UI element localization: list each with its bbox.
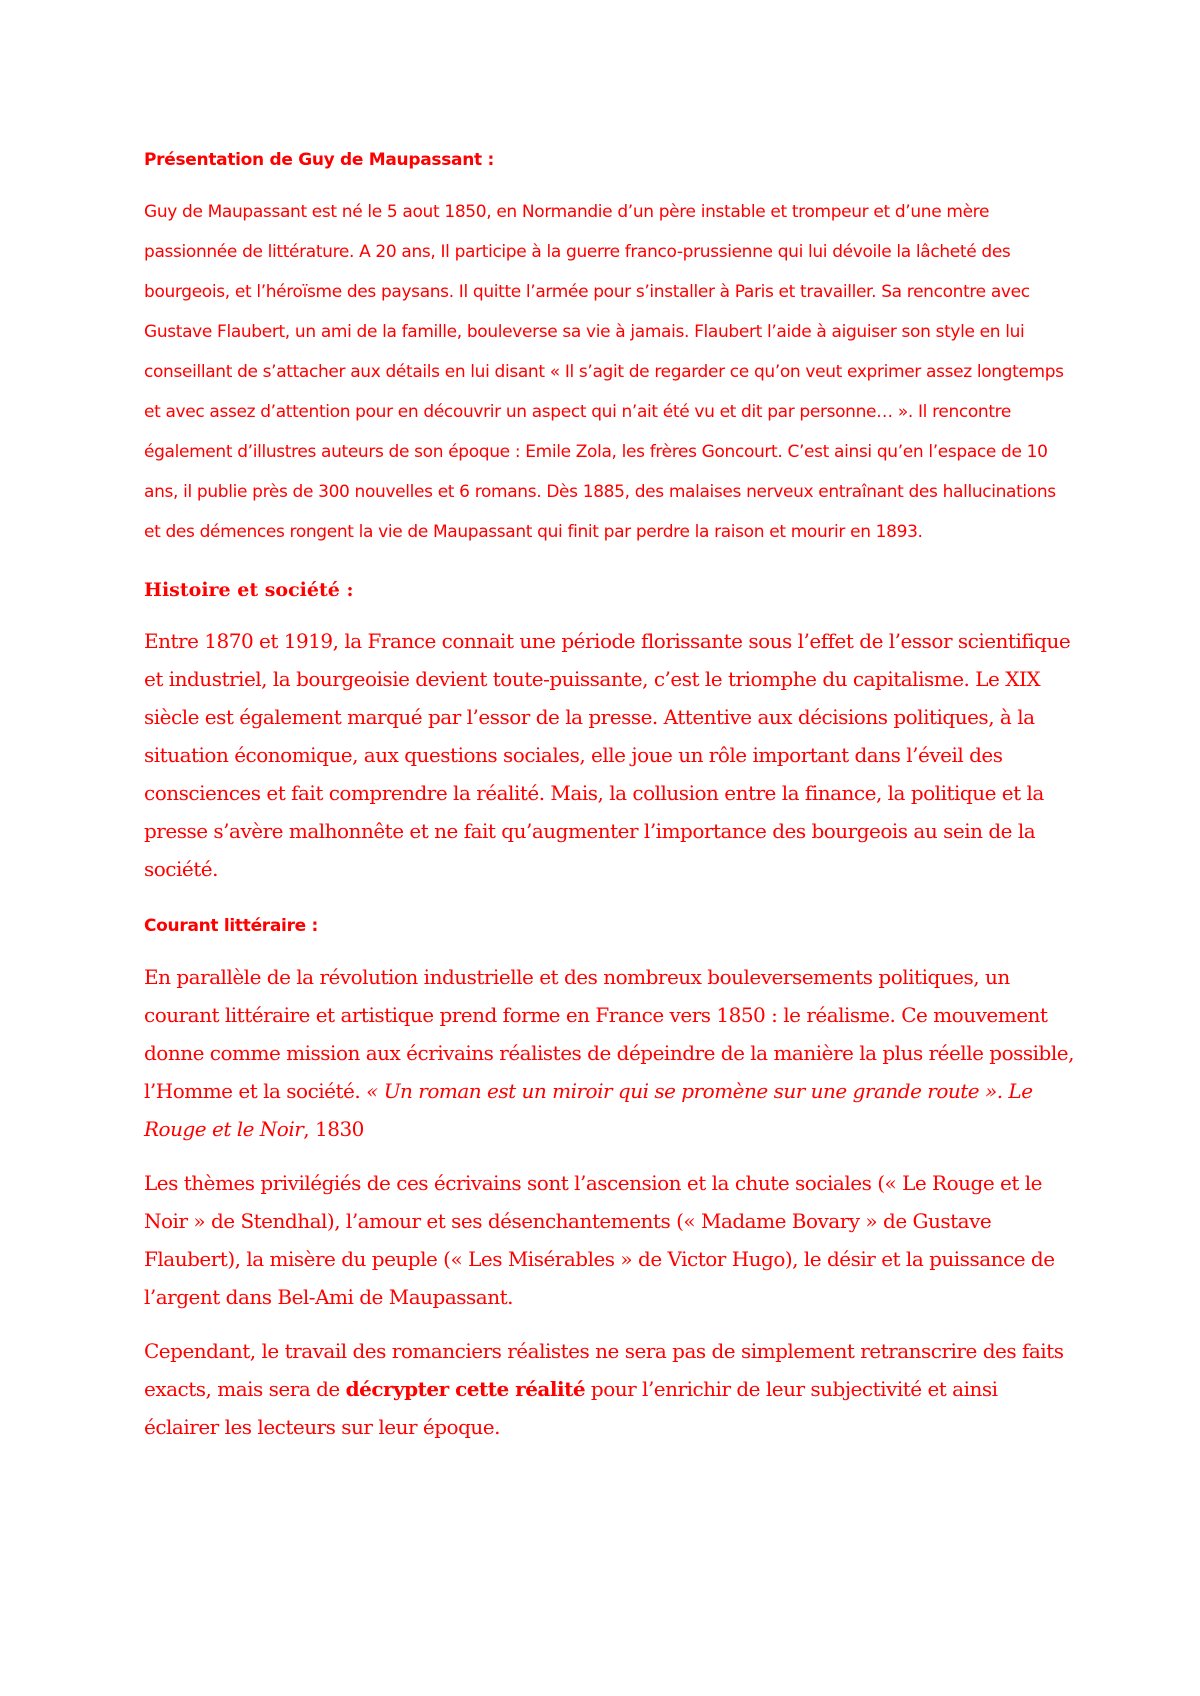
document-content xyxy=(144,140,1074,1446)
conclusion-text-before: Cependant, le travail des romanciers réalistes ne sera pas de simplement retranscrire des faits exacts, mais sera de xyxy=(144,1339,1064,1401)
conclusion-emphasis: décrypter cette réalité xyxy=(345,1377,586,1401)
spacer xyxy=(144,888,1074,906)
spacer xyxy=(144,1148,1074,1164)
spacer xyxy=(144,180,1074,192)
heading-courant: Courant littéraire : xyxy=(144,916,319,936)
quote-year: , 1830 xyxy=(303,1117,364,1141)
conclusion-text-after: pour l’enrichir de leur subjectivité et ainsi éclairer les lecteurs sur leur époque. xyxy=(144,1377,998,1439)
stendhal-quote: « Un roman est un miroir qui se promène sur une grande route ». Le Rouge et le Noir xyxy=(144,1079,1033,1141)
paragraph-presentation: Guy de Maupassant est né le 5 aout 1850, en Normandie d’un père instable et trompeur et d’une mère passionnée de littérature. A 20 ans, Il participe à la guerre franco-prussienne qui lui dévoile la lâcheté des bourgeois, et l’héroïsme des paysans. Il quitte l’armée pour s’installer à Paris et travailler. Sa rencontre avec Gustave Flaubert, un ami de la famille, bouleverse sa vie à jamais. Flaubert l’aide à aiguiser son style en lui conseillant de s’attacher aux détails en lui disant « Il s’agit de regarder ce qu’on veut exprimer assez longtemps et avec assez d’attention pour en découvrir un aspect qui n’ait été vu et dit par personne… ». Il rencontre également d’illustres auteurs de son époque : Emile Zola, les frères Goncourt. C’est ainsi qu’en l’espace de 10 ans, il publie près de 300 nouvelles et 6 romans. Dès 1885, des malaises nerveux entraînant des hallucinations et des démences rongent la vie de Maupassant qui finit par perdre la raison et mourir en 1893. xyxy=(144,202,1064,542)
spacer xyxy=(144,1316,1074,1332)
paragraph-courant-themes: Les thèmes privilégiés de ces écrivains sont l’ascension et la chute sociales (« Le Rouge et le Noir » de Stendhal), l’amour et ses désenchantements (« Madame Bovary » de Gustave Flaubert), la misère du peuple (« Les Misérables » de Victor Hugo), le désir et la puissance de l’argent dans Bel-Ami de Maupassant. xyxy=(144,1171,1055,1309)
paragraph-histoire: Entre 1870 et 1919, la France connait une période florissante sous l’effet de l’essor scientifique et industriel, la bourgeoisie devient toute-puissante, c’est le triomphe du capitalisme. Le XIX siècle est également marqué par l’essor de la presse. Attentive aux décisions politiques, à la situation économique, aux questions sociales, elle joue un rôle important dans l’éveil des consciences et fait comprendre la réalité. Mais, la collusion entre la finance, la politique et la presse s’avère malhonnête et ne fait qu’augmenter l’importance des bourgeois au sein de la société. xyxy=(144,629,1071,881)
spacer xyxy=(144,552,1074,570)
heading-histoire: Histoire et société : xyxy=(144,579,354,601)
heading-presentation: Présentation de Guy de Maupassant : xyxy=(144,150,494,170)
spacer xyxy=(144,946,1074,958)
paragraph-courant-conclusion xyxy=(144,1332,1074,1446)
spacer xyxy=(144,610,1074,622)
paragraph-courant-realisme xyxy=(144,958,1074,1148)
realisme-text: En parallèle de la révolution industrielle et des nombreux bouleversements politiques, un courant littéraire et artistique prend forme en France vers 1850 : le réalisme. Ce mouvement donne comme mission aux écrivains réalistes de dépeindre de la manière la plus réelle possible, l’Homme et la société. xyxy=(144,965,1074,1103)
